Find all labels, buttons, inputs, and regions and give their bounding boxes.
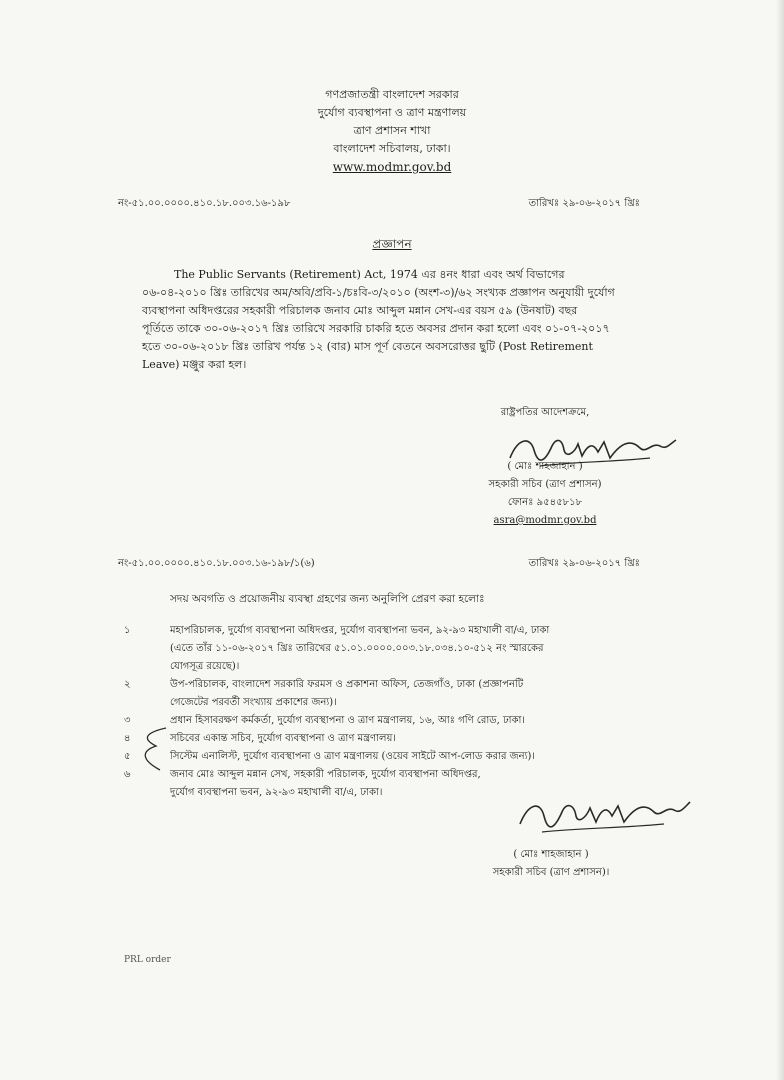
item-text: দুর্যোগ ব্যবস্থাপনা ভবন, ৯২-৯৩ মহাখালী বা/এ, ঢাকা। — [170, 787, 383, 798]
item-text: যোগসূত্র রয়েছে)। — [170, 661, 240, 672]
signatory-phone: ফোনঃ ৯৫৪৫৮১৮ — [507, 497, 583, 508]
handwritten-bracket-mark — [130, 724, 170, 774]
item-text: গেজেটের পরবর্তী সংখ্যায় প্রকাশের জন্য)। — [170, 697, 337, 708]
body-line: পূর্তিতে তাকে ৩০-০৬-২০১৭ খ্রিঃ তারিখে সরকারি চাকরি হতে অবসর প্রদান করা হলো এবং ০১-০৭-২০১৭ — [142, 322, 610, 335]
memo-number: নং-৫১.০০.০০০০.৪১০.১৮.০০৩.১৬-১৯৮/১(৬) — [118, 558, 315, 569]
list-item — [124, 748, 644, 766]
body-line: ব্যবস্থাপনা অধিদপ্তরের সহকারী পরিচালক জনাব মোঃ আব্দুল মন্নান সেখ-এর বয়স ৫৯ (উনষাট) বছর — [142, 304, 578, 317]
signatory-name: ( মোঃ শাহজাহান ) — [513, 849, 589, 860]
item-number: ৫ — [124, 751, 131, 762]
item-number: ৪ — [124, 733, 131, 744]
footer-note: PRL order — [124, 955, 171, 965]
body-line: হতে ৩০-০৬-২০১৮ খ্রিঃ তারিখ পর্যন্ত ১২ (বার) মাস পূর্ণ বেতনে অবসরোত্তর ছুটি (Post Retirement — [142, 340, 593, 353]
item-text: সচিবের একান্ত সচিব, দুর্যোগ ব্যবস্থাপনা ও ত্রাণ মন্ত্রণালয়। — [170, 733, 396, 744]
item-text: প্রধান হিসাবরক্ষণ কর্মকর্তা, দুর্যোগ ব্যবস্থাপনা ও ত্রাণ মন্ত্রণালয়, ১৬, আঃ গণি রোড, ঢাকা। — [170, 715, 526, 726]
document-title: প্রজ্ঞাপন — [372, 237, 412, 251]
letterhead — [0, 86, 784, 176]
body-line: Leave) মঞ্জুর করা হল। — [142, 358, 247, 371]
signature-details-1 — [450, 458, 640, 530]
header-line: ত্রাণ প্রশাসন শাখা — [353, 124, 431, 137]
item-number: ৩ — [124, 715, 131, 726]
signatory-name: ( মোঃ শাহজাহান ) — [507, 461, 583, 472]
copy-distribution-list — [124, 622, 644, 802]
item-number: ২ — [124, 679, 131, 690]
list-item — [124, 676, 644, 712]
item-text: জনাব মোঃ আব্দুল মন্নান সেখ, সহকারী পরিচালক, দুর্যোগ ব্যবস্থাপনা অধিদপ্তর, — [170, 769, 481, 780]
memo-number: নং-৫১.০০.০০০০.৪১০.১৮.০০৩.১৬-১৯৮ — [118, 198, 291, 209]
signatory-designation: সহকারী সচিব (ত্রাণ প্রশাসন) — [488, 479, 602, 490]
header-line: গণপ্রজাতন্ত্রী বাংলাদেশ সরকার — [325, 88, 459, 101]
body-line: The Public Servants (Retirement) Act, 1974 এর ৪নং ধারা এবং অর্থ বিভাগের — [174, 268, 565, 281]
signature-details-2 — [456, 846, 646, 882]
header-line: বাংলাদেশ সচিবালয়, ঢাকা। — [333, 142, 451, 155]
signatory-email[interactable]: asra@modmr.gov.bd — [493, 515, 597, 526]
body-line: ০৬-০৪-২০১০ খ্রিঃ তারিখের অম/অবি/প্রবি-১/চঃবি-৩/২০১০ (অংশ-৩)/৬২ সংখ্যক প্রজ্ঞাপন অনুযায়ী দুর্যোগ — [142, 286, 615, 299]
item-text: মহাপরিচালক, দুর্যোগ ব্যবস্থাপনা অধিদপ্তর, দুর্যোগ ব্যবস্থাপনা ভবন, ৯২-৯৩ মহাখালী বা/এ, ঢাকা — [170, 625, 550, 636]
memo-row-2 — [118, 556, 640, 573]
item-text: (এতে তাঁর ১১-০৬-২০১৭ খ্রিঃ তারিখের ৫১.০১.০০০০.০০৩.১৮.০৩৪.১০-৫১২ নং স্মারকের — [170, 643, 544, 654]
order-line: রাষ্ট্রপতির আদেশক্রমে, — [500, 407, 590, 418]
item-text: উপ-পরিচালক, বাংলাদেশ সরকারি ফরমস ও প্রকাশনা অফিস, তেজগাঁও, ঢাকা (প্রজ্ঞাপনটি — [170, 679, 524, 690]
notification-body — [142, 266, 640, 374]
item-text: সিস্টেম এনালিস্ট, দুর্যোগ ব্যবস্থাপনা ও ত্রাণ মন্ত্রণালয় (ওয়েব সাইটে আপ-লোড করার জন্য)। — [170, 751, 535, 762]
list-item — [124, 730, 644, 748]
list-item — [124, 622, 644, 676]
header-line: দুর্যোগ ব্যবস্থাপনা ও ত্রাণ মন্ত্রণালয় — [317, 106, 467, 119]
handwritten-signature-2 — [512, 792, 692, 836]
website-link[interactable]: www.modmr.gov.bd — [332, 160, 452, 174]
signature-block-1 — [450, 404, 640, 422]
memo-row-1 — [118, 196, 640, 213]
item-number: ১ — [124, 625, 131, 636]
memo-date: তারিখঃ ২৯-০৬-২০১৭ খ্রিঃ — [528, 198, 640, 209]
list-item — [124, 712, 644, 730]
copy-distribution-intro: সদয় অবগতি ও প্রয়োজনীয় ব্যবস্থা গ্রহণের জন্য অনুলিপি প্রেরণ করা হলোঃ — [170, 593, 485, 605]
item-number: ৬ — [124, 769, 131, 780]
signatory-designation: সহকারী সচিব (ত্রাণ প্রশাসন)। — [492, 867, 610, 878]
memo-date: তারিখঃ ২৯-০৬-২০১৭ খ্রিঃ — [528, 558, 640, 569]
